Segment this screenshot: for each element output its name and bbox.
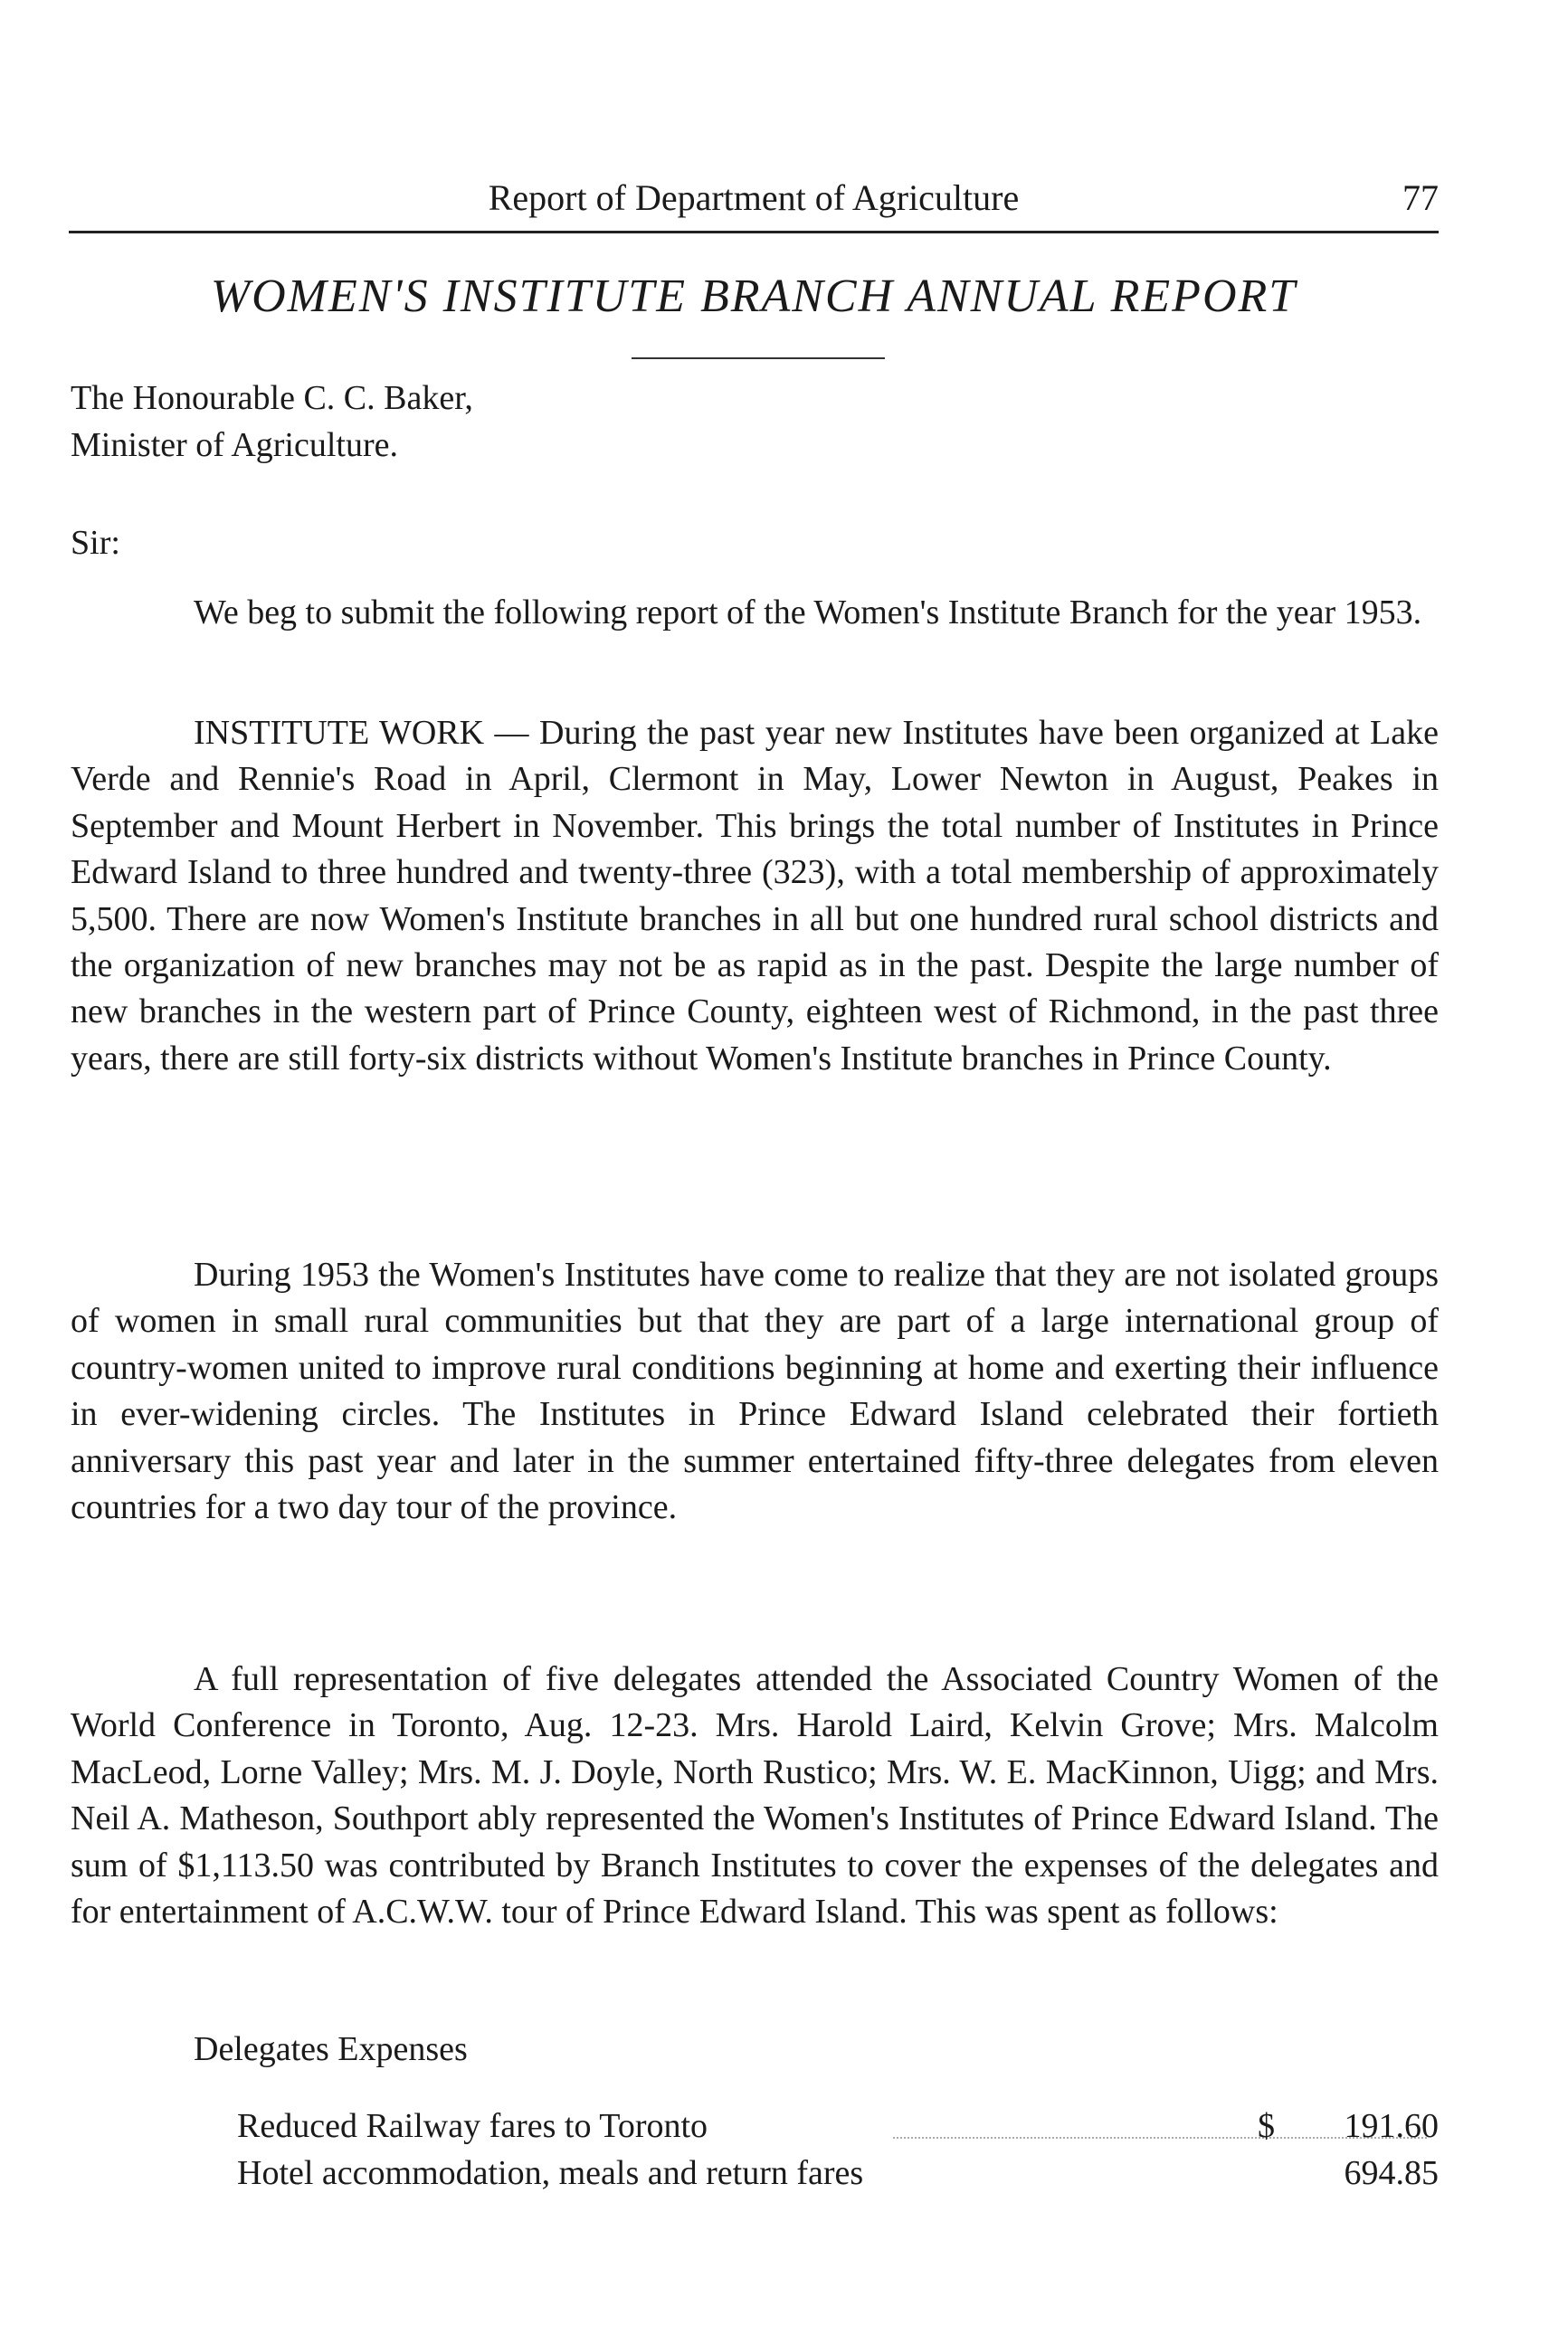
addressee-name: The Honourable C. C. Baker, [71, 379, 473, 417]
currency-symbol: $ [1258, 2107, 1275, 2145]
expenses-heading: Delegates Expenses [194, 2030, 468, 2068]
expense-label: Reduced Railway fares to Toronto [237, 2107, 708, 2145]
expense-row [237, 2153, 1439, 2200]
title-divider [632, 357, 885, 359]
header-title: Report of Department of Agriculture [488, 177, 1020, 218]
paragraph-acww-conference: A full representation of five delegates attended the Associated Country Women of the World Conference in Toronto, Aug. 12-23. Mrs. Harold Laird, Kelvin Grove; Mrs. Malcolm MacLeod, Lorne Valley; Mrs. M. J. Doyle, North Rustico; Mrs. W. E. MacKinnon, Uigg; and Mrs. Neil A. Matheson, Southport ably represented the Women's Institutes of Prince Edward Island. The sum of $1,113.50 was contributed by Branch Institutes to cover the expenses of the delegates and for entertainment of A.C.W.W. tour of Prince Edward Island. This was spent as follows: [71, 1660, 1439, 1932]
paragraph-1953-realization: During 1953 the Women's Institutes have come to realize that they are not isolated groups of women in small rural communities but that they are part of a large international group of country-women united to improve rural conditions beginning at home and exerting their influence in ever-widening circles. The Institutes in Prince Edward Island celebrated their fortieth anniversary this past year and later in the summer entertained fifty-three delegates from eleven countries for a two day tour of the province. [71, 1256, 1439, 1527]
expense-label: Hotel accommodation, meals and return fares [237, 2154, 864, 2192]
running-header [69, 176, 1439, 233]
salutation: Sir: [71, 524, 120, 562]
report-title: WOMEN'S INSTITUTE BRANCH ANNUAL REPORT [210, 271, 1297, 322]
page-number: 77 [1402, 177, 1439, 218]
paragraph-intro: We beg to submit the following report of the Women's Institute Branch for the year 1953. [194, 593, 1422, 631]
expense-row [237, 2106, 1439, 2153]
paragraph-institute-work: INSTITUTE WORK — During the past year new Institutes have been organized at Lake Verde and Rennie's Road in April, Clermont in May, Lower Newton in August, Peakes in September and Mount Herbert in November. This brings the total number of Institutes in Prince Edward Island to three hundred and twenty-three (323), with a total membership of approximately 5,500. There are now Women's Institute branches in all but one hundred rural school districts and the organization of new branches may not be as rapid as in the past. Despite the large number of new branches in the western part of Prince County, eighteen west of Richmond, in the past three years, there are still forty-six districts without Women's Institute branches in Prince County. [71, 714, 1439, 1078]
addressee-title: Minister of Agriculture. [71, 426, 398, 464]
expense-amount: 191.60 [1344, 2107, 1439, 2145]
expense-amount: 694.85 [1344, 2154, 1439, 2192]
